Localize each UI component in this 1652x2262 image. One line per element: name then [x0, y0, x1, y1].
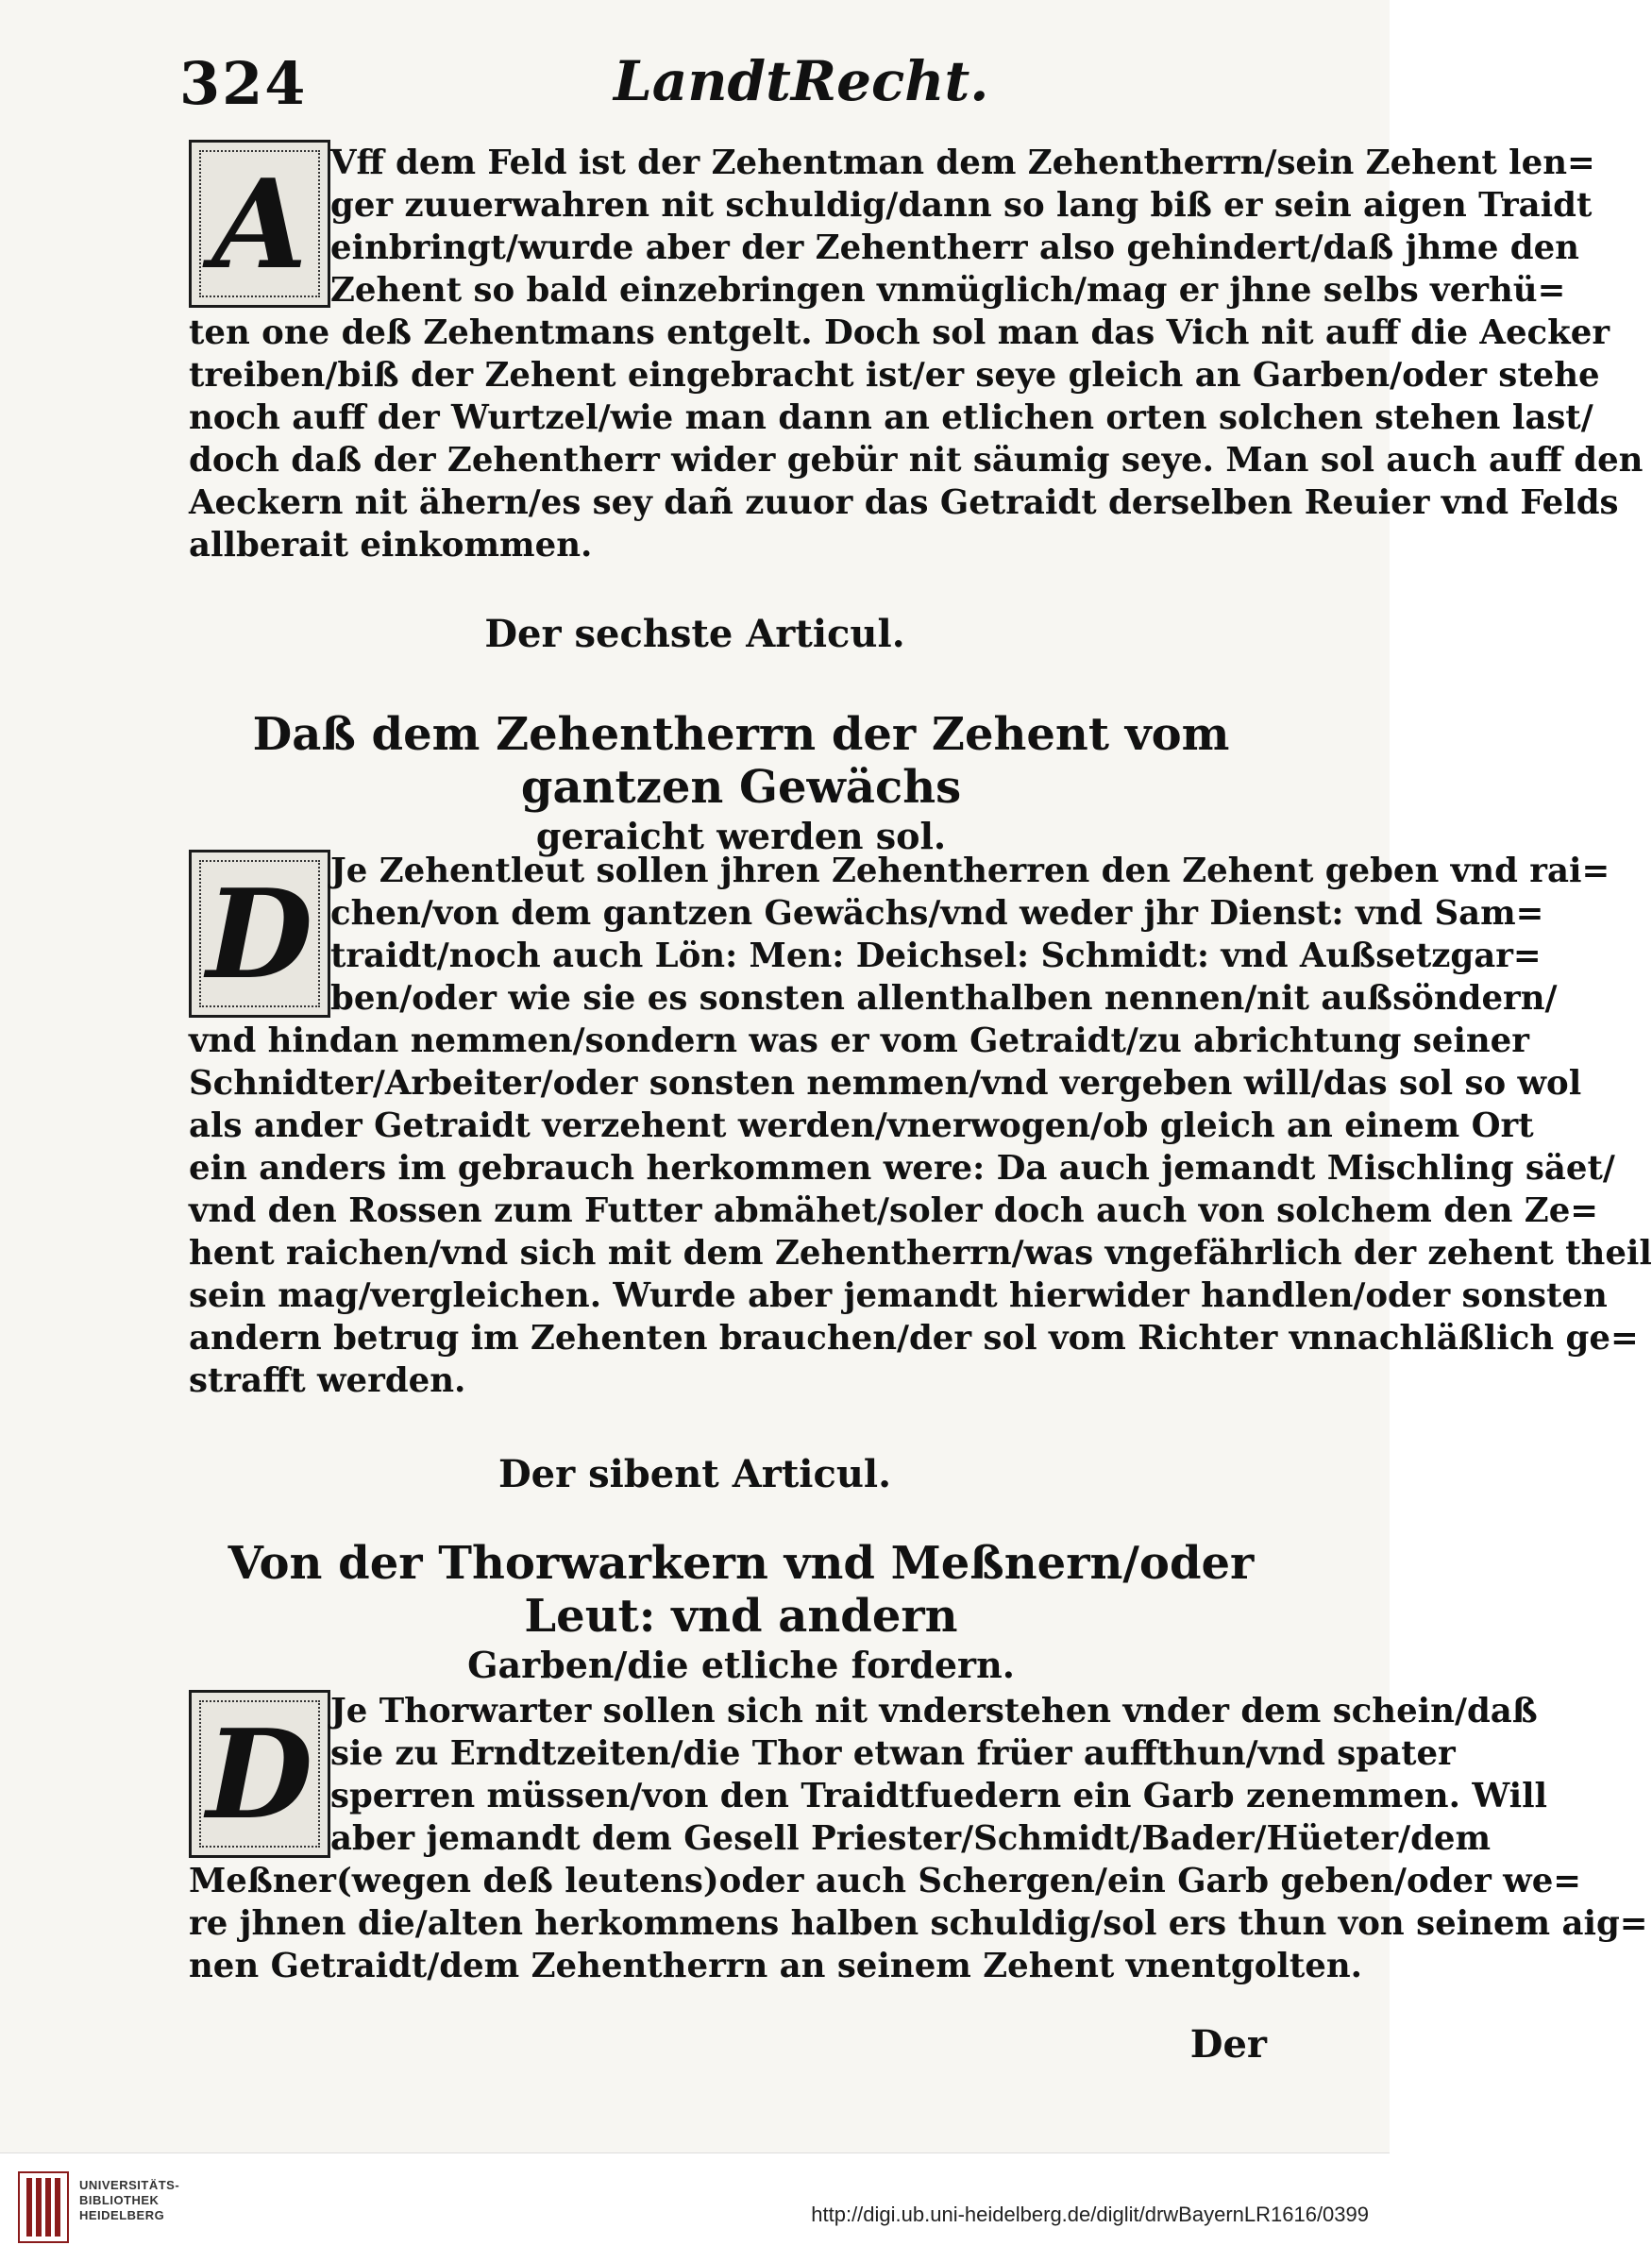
page-number: 324: [179, 49, 308, 118]
library-name-line: HEIDELBERG: [79, 2208, 165, 2222]
text-line: treiben/biß der Zehent eingebracht ist/er seye gleich an Garben/oder stehe: [189, 356, 1600, 395]
text-line: einbringt/wurde aber der Zehentherr also gehindert/daß jhme den: [330, 228, 1579, 267]
text-line: noch auff der Wurtzel/wie man dann an etlichen orten solchen stehen last/: [189, 398, 1593, 437]
section-heading: [189, 1537, 1293, 1688]
text-line: ein anders im gebrauch herkommen were: Da auch jemandt Mischling säet/: [189, 1149, 1615, 1188]
text-line: doch daß der Zehentherr wider gebür nit säumig seye. Man sol auch auff den: [189, 441, 1644, 480]
section-heading: [189, 708, 1293, 859]
text-line: chen/von dem gantzen Gewächs/vnd weder jhr Dienst: vnd Sam=: [330, 894, 1544, 933]
library-name-line: UNIVERSITÄTS-: [79, 2178, 180, 2192]
text-line: Vff dem Feld ist der Zehentman dem Zehentherrn/sein Zehent len=: [330, 143, 1595, 182]
text-line: ben/oder wie sie es sonsten allenthalben nennen/nit außsöndern/: [330, 979, 1558, 1018]
text-line: aber jemandt dem Gesell Priester/Schmidt/Bader/Hüeter/dem: [330, 1819, 1492, 1858]
section-heading-main: Daß dem Zehentherrn der Zehent vom gantzen Gewächs: [252, 708, 1230, 814]
text-line: vnd den Rossen zum Futter abmähet/soler doch auch von solchem den Ze=: [189, 1191, 1599, 1230]
section-heading-sub: Garben/die etliche fordern.: [467, 1644, 1015, 1686]
section-heading-sub: geraicht werden sol.: [535, 815, 947, 857]
paragraph-1: [189, 142, 1644, 566]
paragraph-3: [189, 1690, 1648, 1987]
library-name: [79, 2178, 179, 2223]
article-label: Der sibent Articul.: [497, 1452, 892, 1496]
decorated-initial-d: D: [189, 850, 330, 1018]
text-line: sein mag/vergleichen. Wurde aber jemandt hierwider handlen/oder sonsten: [189, 1276, 1608, 1315]
decorated-initial-d: D: [189, 1690, 330, 1858]
article-label: Der sechste Articul.: [484, 612, 905, 656]
catchword: Der: [1189, 2022, 1267, 2067]
text-line: Aeckern nit ähern/es sey dañ zuuor das Getraidt derselben Reuier vnd Felds: [189, 483, 1619, 522]
footer: [0, 2152, 1390, 2262]
text-line: nen Getraidt/dem Zehentherrn an seinem Zehent vnentgolten.: [189, 1947, 1363, 1985]
text-line: vnd hindan nemmen/sondern was er vom Getraidt/zu abrichtung seiner: [189, 1021, 1529, 1060]
text-line: strafft werden.: [189, 1361, 466, 1400]
text-line: sperren müssen/von den Traidtfuedern ein Garb zenemmen. Will: [330, 1777, 1548, 1815]
text-line: Schnidter/Arbeiter/oder sonsten nemmen/vnd vergeben will/das sol so wol: [189, 1064, 1582, 1103]
text-line: Zehent so bald einzebringen vnmüglich/mag er jhne selbs verhü=: [330, 271, 1566, 310]
paragraph-2: [189, 850, 1652, 1402]
text-line: ger zuuerwahren nit schuldig/dann so lang biß er sein aigen Traidt: [330, 186, 1593, 225]
section-heading-main: Von der Thorwarkern vnd Meßnern/oder Leut: vnd andern: [228, 1537, 1255, 1643]
text-line: allberait einkommen.: [189, 526, 593, 565]
text-line: andern betrug im Zehenten brauchen/der sol vom Richter vnnachläßlich ge=: [189, 1319, 1639, 1358]
text-line: sie zu Erndtzeiten/die Thor etwan früer auffthun/vnd spater: [330, 1734, 1456, 1773]
running-title: LandtRecht.: [614, 49, 989, 113]
text-line: als ander Getraidt verzehent werden/vnerwogen/ob gleich an einem Ort: [189, 1106, 1534, 1145]
library-name-line: BIBLIOTHEK: [79, 2193, 160, 2207]
library-logo-icon: [17, 2170, 70, 2244]
text-line: Je Zehentleut sollen jhren Zehentherren den Zehent geben vnd rai=: [330, 852, 1610, 890]
page-header: [170, 49, 1284, 125]
text-line: ten one deß Zehentmans entgelt. Doch sol man das Vich nit auff die Aecker: [189, 313, 1610, 352]
decorated-initial-a: A: [189, 140, 330, 308]
text-line: traidt/noch auch Lön: Men: Deichsel: Schmidt: vnd Außsetzgar=: [330, 937, 1542, 975]
source-url-link[interactable]: http://digi.ub.uni-heidelberg.de/diglit/drwBayernLR1616/0399: [811, 2203, 1369, 2226]
text-line: re jhnen die/alten herkommens halben schuldig/sol ers thun von seinem aig=: [189, 1904, 1648, 1943]
text-line: hent raichen/vnd sich mit dem Zehentherrn/was vngefährlich der zehent theil: [189, 1234, 1652, 1273]
text-line: Meßner(wegen deß leutens)oder auch Schergen/ein Garb geben/oder we=: [189, 1862, 1582, 1900]
text-line: Je Thorwarter sollen sich nit vnderstehen vnder dem schein/daß: [330, 1692, 1538, 1730]
